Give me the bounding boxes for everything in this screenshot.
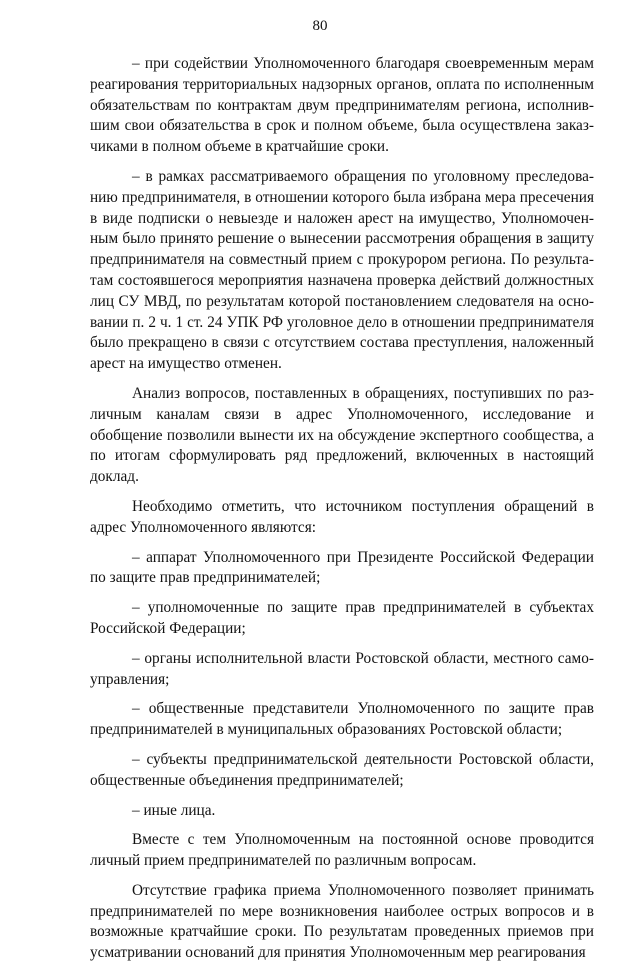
list-item-business-entities: – субъекты предпринимательской деятельности Ростовской области, общественные объединения предпринимателей; xyxy=(90,750,594,789)
list-item-regional-ombudsmen: – уполномоченные по защите прав предпринимателей в субъектах Российской Федерации; xyxy=(90,599,594,637)
list-item-executive-bodies: – органы исполнительной власти Ростовской области, местного самоуправления; xyxy=(90,649,594,688)
page-number: 80 xyxy=(312,18,328,34)
list-item-public-representatives: – общественные представители Уполномоченного по защите прав предпринимателей в муниципальных образованиях Ростовской области; xyxy=(90,700,594,739)
paragraph-analysis: Анализ вопросов, поставленных в обращениях, поступивших по различным каналам связи в адрес Уполномоченного, исследование и обобщение позволили вынести их на обсуждение экспертного сообщества, а по итогам сформулировать ряд предложений, включенных в настоящий доклад. xyxy=(90,384,594,486)
list-item-president-office: – аппарат Уполномоченного при Президенте Российской Федерации по защите прав предпринимателей; xyxy=(90,548,594,587)
paragraph-payment-support: – при содействии Уполномоченного благодаря своевременным мерам реагирования территориальных надзорных органов, оплата по исполненным обязательствам по контрактам двум предпринимателям региона, исполнившим свои обязательства в срок и полном объеме, была осуществлена заказчиками в полном объеме в кратчайшие сроки. xyxy=(90,55,594,156)
paragraph-sources-intro: Необходимо отметить, что источником поступления обращений в адрес Уполномоченного являются: xyxy=(90,497,594,536)
paragraph-criminal-case: – в рамках рассматриваемого обращения по уголовному преследованию предпринимателя, в отношении которого была избрана мера пресечения в виде подписки о невыезде и наложен арест на имущество, Уполномоченным было принято решение о вынесении рассмотрения обращения в защиту предпринимателя на совместный прием с прокурором региона. По результатам состоявшегося мероприятия назначена проверка действий должностных лиц СУ МВД, по результатам которой постановлением следователя на основании п. 2 ч. 1 ст. 24 УПК РФ уголовное дело в отношении предпринимателя было прекращено в связи с отсутствием состава преступления, наложенный арест на имущество отменен. xyxy=(90,167,594,373)
list-item-other-persons: – иные лица. xyxy=(132,801,216,819)
paragraph-personal-reception: Вместе с тем Уполномоченным на постоянной основе проводится личный прием предпринимателей по различным вопросам. xyxy=(90,831,594,870)
paragraph-reception-schedule: Отсутствие графика приема Уполномоченного позволяет принимать предпринимателей по мере возникновения наиболее острых вопросов и в возможные кратчайшие сроки. По результатам проведенных приемов при усматривании оснований для принятия Уполномоченным мер реагирования xyxy=(90,881,594,962)
document-body xyxy=(90,54,594,973)
